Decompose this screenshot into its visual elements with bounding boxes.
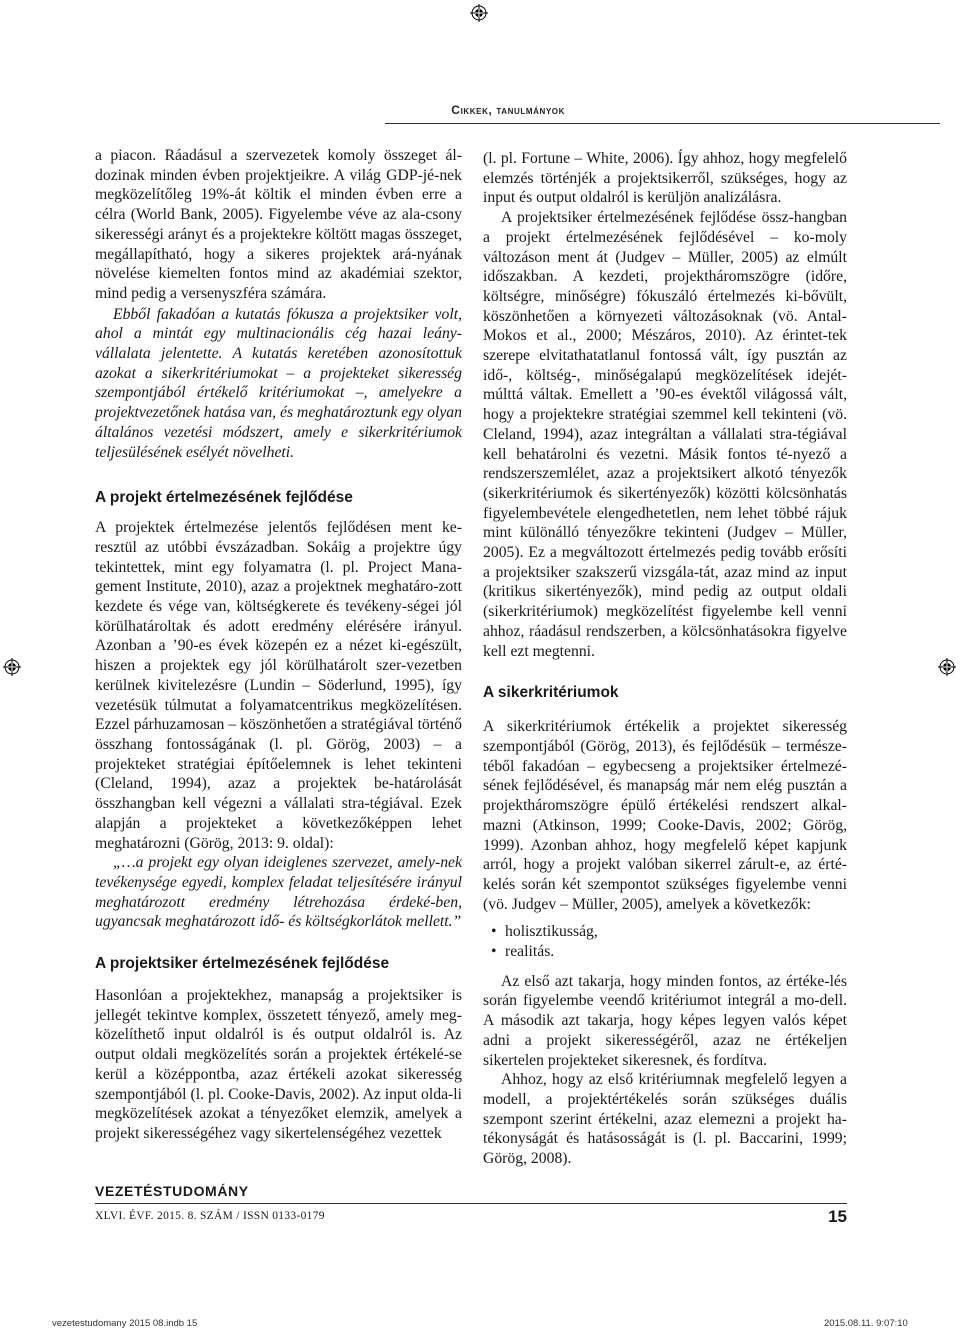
- paragraph-italic: Ebből fakadóan a kutatás fókusza a projektsiker volt, ahol a mintát egy multinacionális cég hazai leány-vállalata jelentette. A kutatás keretében azonosítottuk azokat a sikerkritériumokat – a projekteket sikeresség szempontjából értékelő kritériumokat –, amelyekre a projektvezetőnek hatása van, és meghatároztunk egy olyan általános vezetési módszert, amely e sikerkritériumok teljesülésének esélyét növelheti.: [95, 305, 462, 461]
- quotation: „…a projekt egy olyan ideiglenes szervezet, amely-nek tevékenysége egyedi, komplex feladat teljesítésére irányul meghatározott eredmény létrehozása érdeké-ben, ugyancsak meghatározott idő- és költségkorlátok mellett.”: [95, 854, 462, 931]
- left-column: [95, 146, 462, 1144]
- section-heading: A sikerkritériumok: [483, 684, 619, 702]
- journal-brand: VEZETÉSTUDOMÁNY: [95, 1183, 249, 1199]
- paragraph: (l. pl. Fortune – White, 2006). Így ahhoz, hogy megfelelő elemzés történjék a projektsikerről, szükséges, hogy az input és output oldalról is kerüljön analizálásra.: [483, 150, 847, 207]
- paragraph: Hasonlóan a projektekhez, manapság a projektsiker is jellegét tekintve komplex, összetett tényező, amely meg-közelíthető input oldalról is és output oldalról is. Az output oldali megközelítés során a projektek értékelé-se kerül a középpontba, azaz értékeli azokat sikeresség szempontjából (l. pl. Cooke-Davis, 2002). Az input olda-li megközelítések azokat a tényezőket elemzik, amelyek a projekt sikerességéhez vagy sikertelenségéhez vezettek: [95, 987, 462, 1142]
- registration-mark-icon: [3, 658, 21, 676]
- footer-rule: [95, 1203, 847, 1204]
- section-heading: A projekt értelmezésének fejlődése: [95, 489, 353, 507]
- registration-mark-icon: [938, 658, 956, 676]
- paragraph: Ahhoz, hogy az első kritériumnak megfelelő legyen a modell, a projektértékelés során szükséges duális szempont szerint értékelni, azaz elemezni a projekt ha-tékonyságát és hatásosságát is (l. pl. Baccarini, 1999; Görög, 2008).: [483, 1071, 847, 1168]
- page-number: 15: [828, 1207, 847, 1226]
- bullet-list: [483, 922, 847, 961]
- paragraph: a piacon. Ráadásul a szervezetek komoly összeget ál-dozinak minden évben projektjeikre. A világ GDP-jé-nek megközelítőleg 19%-át költik el minden évben erre a célra (World Bank, 2005). Figyelembe véve az ala-csony sikerességi arányt és a projektekre költött magas összeget, megállapítható, hogy a sikeres projektek ará-nyának növelése kiemelten fontos mind az akadémiai szektor, mind pedig a versenyszféra számára.: [95, 147, 462, 302]
- paragraph: A projektek értelmezése jelentős fejlődésen ment ke-resztül az utóbbi évszázadban. Sokáig a projektre úgy tekintettek, mint egy folyamatra (l. pl. Project Mana-gement Institute, 2010), azaz a projektnek meghatáro-zott kezdete és vége van, költségkerete és tevékeny-ségei jól körülhatároltak és adott eredmény elérésére irányul. Azonban a ’90-es évek közepén ez a nézet ki-egészült, hiszen a projektek egy jól körülhatárolt szer-vezetben kerülnek kivitelezésre (Lundin – Söderlund, 1995), így vezetésük túlmutat a folyamatcentrikus megközelítésen. Ezzel párhuzamosan – köszönhetően a stratégiával történő összhang fontosságának (l. pl. Görög, 2003) – a projekteket stratégiai építőelemnek is lehet tekinteni (Cleland, 1994), azaz a projektek be-határolását összhangban kell végezni a vállalati stra-tégiával. Ezek alapján a projekteket a következőképpen lehet meghatározni (Görög, 2013: 9. oldal):: [95, 519, 462, 852]
- section-heading: A projektsiker értelmezésének fejlődése: [95, 955, 390, 973]
- registration-mark-icon: [470, 4, 488, 22]
- list-item: • holisztikusság,: [505, 922, 847, 942]
- right-column: [483, 149, 847, 1169]
- paragraph: A sikerkritériumok értékelik a projektet sikeresség szempontjából (Görög, 2013), és fejlődésük – természe-téből fakadóan – egybecseng a projektsiker értelmezé-sének fejlődésével, és manapság már nem elég pusztán a projektháromszögre épülő értékelési rendszert alkal-mazni (Atkinson, 1999; Cooke-Davis, 2002; Görög, 1999). Azonban ahhoz, hogy megfelelő képet kapjunk arról, hogy a projekt valóban sikerrel zárult-e, az érté-kelés során két szempontot szükséges figyelembe venni (vö. Judgev – Müller, 2005), amelyek a következők:: [483, 718, 847, 913]
- paragraph: A projektsiker értelmezésének fejlődése össz-hangban a projekt értelmezésének fejlődésével – ko-moly változáson ment át (Judgev – Müller, 2005) az elmúlt időszakban. A kezdeti, projektháromszögre (időre, költségre, minőségre) fókuszáló értelmezés ki-bővült, köszönhetően a környezeti változásoknak (vö. Antal-Mokos et al., 2000; Mészáros, 2010). Az érintet-tek szerepe elvitathatatlanul fontossá vált, így pusztán az idő-, költség-, minőségalapú megközelítések idejét-múlttá váltak. Emellett a ’90-es évektől világossá vált, hogy a projektekre stratégiai szemmel kell tekinteni (vö. Cleland, 1994), azaz integráltan a vállalati stra-tégiával kell behatárolni és vezetni. Másik fontos té-nyező a rendszerszemlélet, azaz a projektsikert alkotó tényezők (sikerkritériumok és sikertényezők) közötti kölcsönhatás figyelembevétele elengedhetetlen, nem lehet többé rájuk mint különálló tényezőkre tekinteni (Judgev – Müller, 2005). Ez a megváltozott értelmezés pedig tovább erősíti a projektsiker szakszerű vizsgála-tát, azaz mind az input (kritikus sikertényezők), mind pedig az output oldali (sikerkritériumok) megközelítést figyelembe kell venni ahhoz, ráadásul rendszerben, a kölcsönhatásokra figyelve kell ezt megtenni.: [483, 209, 847, 660]
- running-header: Cikkek, tanulmányok: [451, 103, 565, 117]
- print-slug-date: 2015.08.11. 9:07:10: [824, 1318, 908, 1329]
- issue-info: XLVI. ÉVF. 2015. 8. SZÁM / ISSN 0133-0179: [95, 1210, 325, 1222]
- paragraph: Az első azt takarja, hogy minden fontos, az értéke-lés során figyelembe veendő kritériumot integrál a mo-dell. A második azt takarja, hogy képes legyen valós képet adni a projekt sikerességéről, azaz ne értékeljen sikertelen projekteket sikeresnek, és fordítva.: [483, 972, 847, 1069]
- list-item: • realitás.: [505, 942, 847, 962]
- header-rule: [385, 123, 940, 124]
- print-slug-file: vezetestudomany 2015 08.indb 15: [52, 1318, 198, 1329]
